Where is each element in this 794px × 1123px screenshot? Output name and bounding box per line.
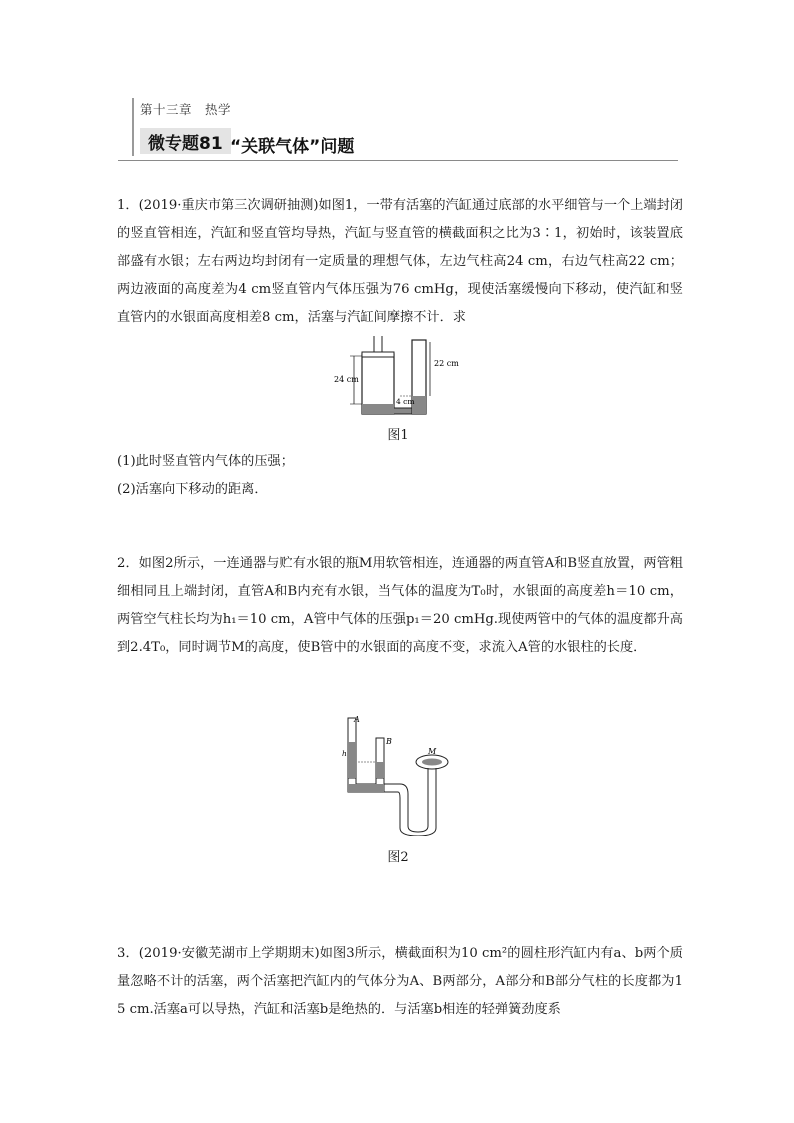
header-divider (118, 160, 678, 161)
figure-1 (330, 334, 470, 420)
fig2-label-a: A (354, 715, 360, 724)
figure-2 (338, 712, 458, 836)
problem-1-question-1: (1)此时竖直管内气体的压强； (117, 454, 294, 469)
header-accent-bar (132, 98, 134, 156)
fig2-flask-mercury (422, 759, 442, 766)
fig1-mercury-left (362, 404, 394, 414)
chapter-label: 第十三章 热学 (140, 102, 232, 117)
fig2-label-m: M (428, 747, 437, 756)
fig1-label-diff: 4 cm (396, 397, 415, 406)
topic-title: “关联气体”问题 (230, 137, 355, 157)
fig2-mercury-connector (348, 784, 384, 792)
topic-label-box (140, 128, 231, 154)
chapter-header (118, 96, 678, 166)
fig1-label-left: 24 cm (334, 375, 359, 384)
figure-1-caption: 图1 (387, 428, 409, 443)
problem-1-question-2: (2)活塞向下移动的距离． (117, 482, 268, 497)
topic-label: 微专题81 (148, 133, 223, 154)
fig2-label-h: h (342, 749, 347, 758)
fig2-mercury-a (348, 742, 356, 778)
fig2-soft-tube (384, 768, 428, 832)
fig2-mercury-b (376, 762, 384, 778)
problem-3-text: 3．(2019·安徽芜湖市上学期期末)如图3所示，横截面积为10 cm²的圆柱形汽缸内有a、b两个质量忽略不计的活塞，两个活塞把汽缸内的气体分为A、B两部分，A部分和B部分气柱的长度都为15 cm.活塞a可以导热，汽缸和活塞b是绝热的．与活塞b相连的轻弹簧劲度系 (117, 946, 683, 1017)
problem-2-text: 2．如图2所示，一连通器与贮有水银的瓶M用软管相连，连通器的两直管A和B竖直放置，两管粗细相同且上端封闭，直管A和B内充有水银，当气体的温度为T₀时，水银面的高度差h＝10 cm，两管空气柱长均为h₁＝10 cm，A管中气体的压强p₁＝20 cmHg.现使两管中的气体的温度都升高到2.4T₀，同时调节M的高度，使B管中的水银面的高度不变，求流入A管的水银柱的长度． (117, 556, 683, 655)
fig2-connector-inner (356, 778, 376, 784)
figure-2-caption: 图2 (387, 850, 409, 865)
fig1-label-right: 22 cm (434, 359, 459, 368)
fig2-label-b: B (386, 737, 392, 746)
problem-1-text: 1．(2019·重庆市第三次调研抽测)如图1，一带有活塞的汽缸通过底部的水平细管与一个上端封闭的竖直管相连，汽缸和竖直管均导热，汽缸与竖直管的横截面积之比为3∶1，初始时，该装置底部盛有水银；左右两边均封闭有一定质量的理想气体，左边气柱高24 cm，右边气柱高22 cm；两边液面的高度差为4 cm竖直管内气体压强为76 cmHg，现使活塞缓慢向下移动，使汽缸和竖直管内的水银面高度相差8 cm，活塞与汽缸间摩擦不计．求 (117, 198, 683, 325)
fig1-piston (362, 352, 394, 357)
